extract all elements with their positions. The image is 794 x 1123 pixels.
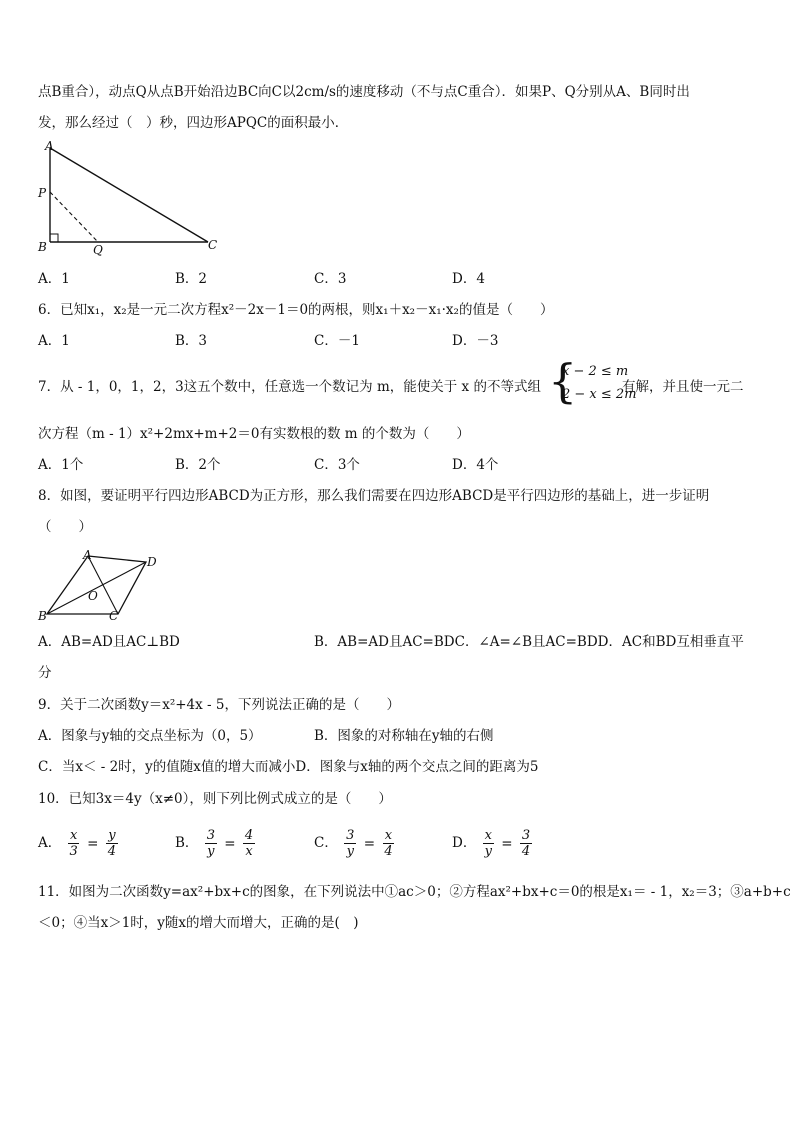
- numerator: x: [384, 828, 393, 843]
- system-row-2: 2 − x ≤ 2m: [562, 387, 637, 402]
- denominator: y: [346, 844, 354, 859]
- q5-option-b: B．2: [175, 271, 208, 287]
- fraction-left: [483, 828, 494, 859]
- label-d: D: [147, 555, 157, 569]
- q7-text-line1-pre: 7．从 - 1，0，1，2，3这五个数中，任意选一个数记为 m，能使关于 x 的不等式组: [38, 379, 541, 395]
- option-letter: A．: [38, 835, 62, 851]
- q5-triangle-figure: [36, 140, 226, 260]
- system-row-1: x − 2 ≤ m: [562, 364, 629, 379]
- equals-sign: =: [501, 835, 513, 852]
- equals-sign: =: [224, 835, 236, 852]
- equals-sign: =: [87, 835, 99, 852]
- denominator: x: [245, 844, 253, 859]
- label-a: A: [45, 139, 54, 153]
- q7-option-a: A．1个: [38, 457, 84, 473]
- numerator: 3: [206, 828, 215, 843]
- label-a: A: [83, 548, 92, 562]
- label-c: C: [208, 238, 218, 252]
- q10-option-c: [314, 828, 397, 859]
- label-q: Q: [93, 243, 103, 257]
- q10-text: 10．已知3x＝4y（x≠0），则下列比例式成立的是（ ）: [38, 791, 392, 807]
- fraction-left: [68, 828, 80, 859]
- q9-text: 9．关于二次函数y＝x²+4x - 5，下列说法正确的是（ ）: [38, 697, 400, 713]
- option-letter: C．: [314, 835, 338, 851]
- fraction-left: [205, 828, 217, 859]
- q7-inequality-system: [548, 354, 637, 408]
- fraction-right: [382, 828, 394, 859]
- q9-option-cd: C．当x＜ - 2时，y的值随x值的增大而减小D．图象与x轴的两个交点之间的距离为5: [38, 759, 539, 775]
- option-letter: B．: [175, 835, 199, 851]
- q7-option-d: D．4个: [452, 457, 499, 473]
- numerator: x: [484, 828, 492, 843]
- q8-option-tail: 分: [38, 665, 52, 681]
- numerator: 3: [346, 828, 355, 843]
- q6-option-b: B．3: [175, 333, 208, 349]
- numerator: x: [70, 828, 78, 843]
- q11-text-line1: 11．如图为二次函数y=ax²+bx+c的图象，在下列说法中①ac＞0；②方程ax²+bx+c＝0的根是x₁＝ - 1，x₂＝3；③a+b+c: [38, 884, 791, 900]
- q11-text-line2: ＜0；④当x＞1时，y随x的增大而增大，正确的是( ): [38, 915, 359, 931]
- q10-option-b: [175, 828, 257, 859]
- q5-text-line2: 发，那么经过（ ）秒，四边形APQC的面积最小．: [38, 115, 349, 131]
- denominator: 4: [107, 844, 117, 859]
- option-letter: D．: [452, 835, 477, 851]
- numerator: 4: [244, 828, 254, 843]
- q7-option-b: B．2个: [175, 457, 221, 473]
- numerator: y: [108, 828, 116, 843]
- label-p: P: [38, 186, 47, 200]
- numerator: 3: [521, 828, 531, 843]
- denominator: y: [207, 844, 215, 859]
- denominator: y: [484, 844, 492, 859]
- q6-option-a: A．1: [38, 333, 70, 349]
- diagonal-bd: [47, 562, 146, 614]
- q10-option-d: [452, 828, 534, 859]
- label-o: O: [88, 589, 98, 603]
- q7-text-line1-post: 有解，并且使一元二: [622, 379, 744, 395]
- q9-option-b: B．图象的对称轴在y轴的右侧: [314, 728, 494, 744]
- q5-option-c: C．3: [314, 271, 347, 287]
- fraction-left: [344, 828, 356, 859]
- label-b: B: [38, 609, 47, 623]
- fraction-right: [243, 828, 255, 859]
- q8-text-line1: 8．如图，要证明平行四边形ABCD为正方形，那么我们需要在四边形ABCD是平行四边形的基础上，进一步证明: [38, 488, 710, 504]
- q5-option-d: D．4: [452, 271, 485, 287]
- fraction-right: [106, 828, 118, 859]
- q9-option-a: A．图象与y轴的交点坐标为（0，5）: [38, 728, 262, 744]
- q8-text-line2: （ ）: [38, 519, 92, 535]
- fraction-right: [520, 828, 532, 859]
- parallelogram-abcd: [47, 556, 146, 614]
- q7-option-c: C．3个: [314, 457, 360, 473]
- q5-option-a: A．1: [38, 271, 70, 287]
- q5-text-line1: 点B重合），动点Q从点B开始沿边BC向C以2cm/s的速度移动（不与点C重合）．如果P、Q分别从A、B同时出: [38, 84, 690, 100]
- denominator: 4: [521, 844, 531, 859]
- label-b: B: [38, 240, 47, 254]
- right-angle-mark: [50, 234, 58, 242]
- label-c: C: [109, 609, 119, 623]
- q8-option-a: A．AB=AD且AC⊥BD: [38, 634, 180, 650]
- q8-option-bcd: B．AB=AD且AC=BDC．∠A=∠B且AC=BDD．AC和BD互相垂直平: [314, 634, 744, 650]
- q10-option-a: [38, 828, 120, 859]
- q6-option-d: D．－3: [452, 333, 499, 349]
- denominator: 3: [69, 844, 78, 859]
- equals-sign: =: [363, 835, 376, 852]
- q7-text-line2: 次方程（m - 1）x²+2mx+m+2＝0有实数根的数 m 的个数为（ ）: [38, 426, 470, 442]
- system-brace: {: [548, 354, 578, 408]
- denominator: 4: [384, 844, 393, 859]
- side-ac: [50, 148, 208, 242]
- q6-text: 6．已知x₁，x₂是一元二次方程x²－2x－1＝0的两根，则x₁＋x₂－x₁·x₂的值是（ ）: [38, 302, 554, 318]
- q6-option-c: C．－1: [314, 333, 360, 349]
